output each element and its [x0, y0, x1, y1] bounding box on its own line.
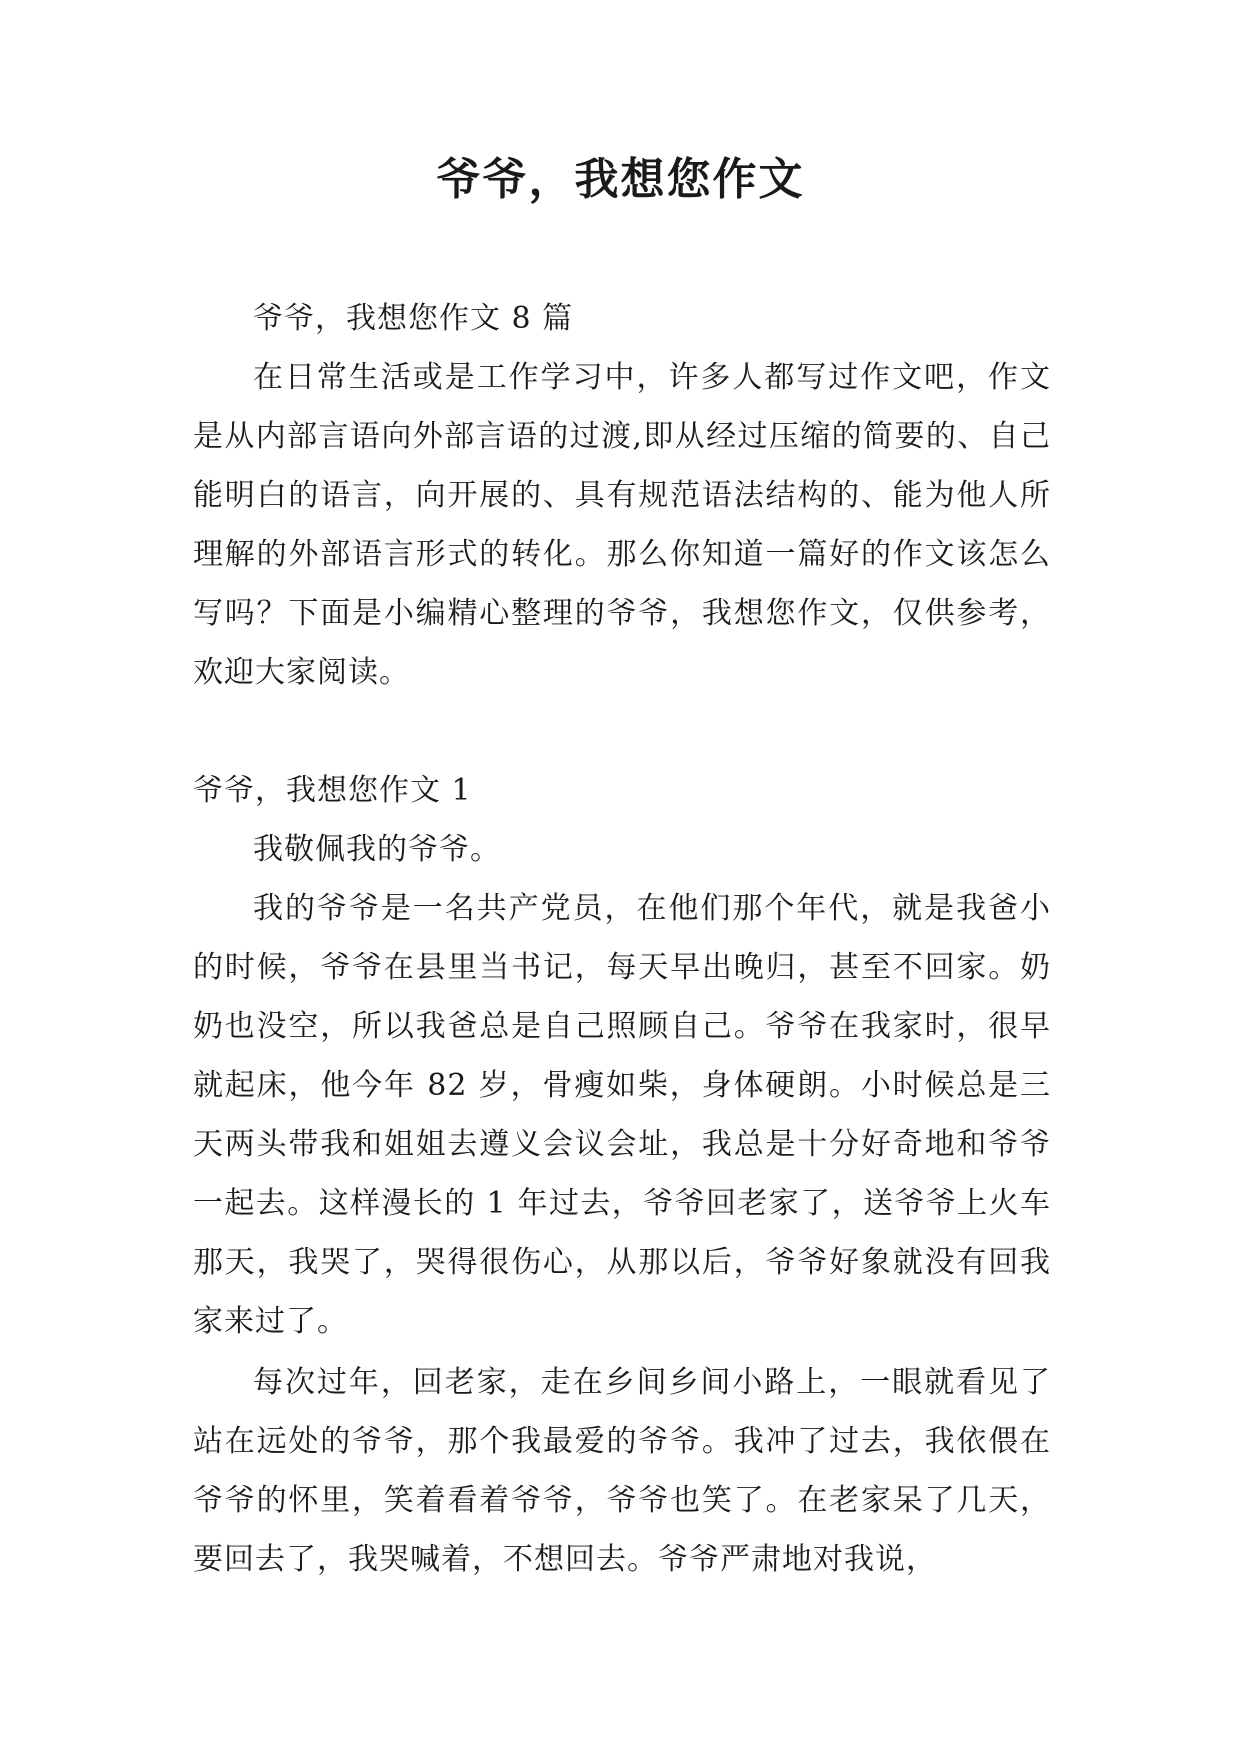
body-paragraph: 我敬佩我的爷爷。	[253, 832, 501, 867]
document-title: 爷爷，我想您作文	[436, 154, 805, 205]
body-paragraph: 我的爷爷是一名共产党员，在他们那个年代，就是我爸小的时候，爷爷在县里当书记，每天早出晚归，甚至不回家。奶奶也没空，所以我爸总是自己照顾自己。爷爷在我家时，很早就起床，他今年 82 岁，骨瘦如柴，身体硬朗。小时候总是三天两头带我和姐姐去遵义会议会址，我总是十分好奇地和爷爷一起去。这样漫长的 1 年过去，爷爷回老家了，送爷爷上火车那天，我哭了，哭得很伤心，从那以后，爷爷好象就没有回我家来过了。	[193, 891, 1051, 1339]
body-paragraph: 每次过年，回老家，走在乡间乡间小路上，一眼就看见了站在远处的爷爷，那个我最爱的爷爷。我冲了过去，我依偎在爷爷的怀里，笑着看着爷爷，爷爷也笑了。在老家呆了几天，要回去了，我哭喊着，不想回去。爷爷严肃地对我说，	[193, 1365, 1051, 1577]
section-heading: 爷爷，我想您作文 1	[193, 773, 472, 808]
document-subtitle: 爷爷，我想您作文 8 篇	[253, 301, 574, 336]
intro-paragraph: 在日常生活或是工作学习中，许多人都写过作文吧，作文是从内部言语向外部言语的过渡,即从经过压缩的简要的、自己能明白的语言，向开展的、具有规范语法结构的、能为他人所理解的外部语言形式的转化。那么你知道一篇好的作文该怎么写吗？下面是小编精心整理的爷爷，我想您作文，仅供参考，欢迎大家阅读。	[193, 360, 1051, 690]
document-body	[193, 289, 1051, 1589]
section-spacer	[193, 702, 1051, 761]
